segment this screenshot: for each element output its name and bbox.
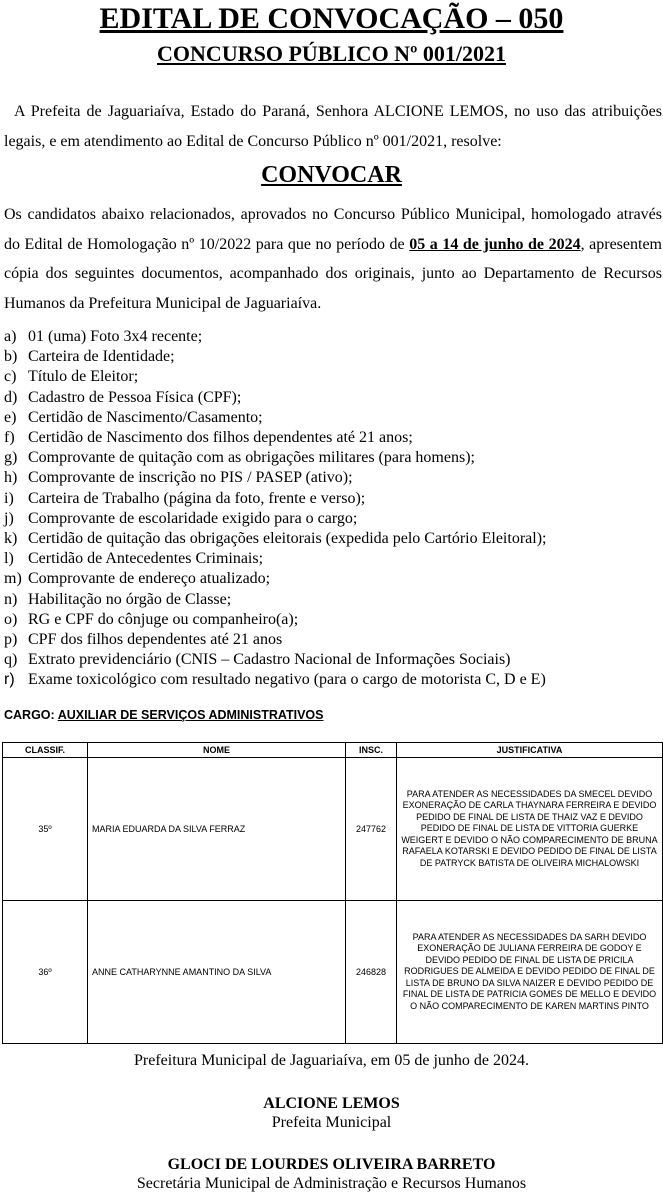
body-text-after: , apresentem cópia dos seguintes documentos, acompanhado dos originais, junto ao Departamento de Recursos Humanos da Prefeitura Municipal de Jaguariaíva. (4, 235, 663, 312)
cell-classif: 35º (3, 758, 88, 901)
table-row (3, 901, 663, 1044)
header-classif: CLASSIF. (3, 743, 88, 758)
list-item (4, 590, 662, 610)
list-text: Certidão de Antecedentes Criminais; (28, 550, 264, 568)
list-item (4, 569, 662, 589)
list-letter: q) (4, 651, 18, 669)
list-item (4, 367, 662, 387)
list-text: 01 (uma) Foto 3x4 recente; (28, 328, 203, 345)
list-item (4, 509, 662, 529)
table-header-row (3, 743, 663, 758)
body-paragraph (4, 200, 662, 318)
list-letter: d) (4, 388, 18, 406)
header-insc: INSC. (346, 743, 397, 758)
cell-nome: MARIA EDUARDA DA SILVA FERRAZ (88, 758, 346, 901)
cell-justificativa: PARA ATENDER AS NECESSIDADES DA SMECEL DEVIDO EXONERAÇÃO DE CARLA THAYNARA FERREIRA E DEVIDO PEDIDO DE FINAL DE LISTA DE THAIZ VAZ E DEVIDO PEDIDO DE FINAL DE LISTA DE VITTORIA GUERKE WEIGERT E DEVIDO O NÃO COMPARECIMENTO DE BRUNA RAFAELA KOTARSKI E DEVIDO PEDIDO DE FINAL DE LISTA DE PATRYCK BATISTA DE OLIVEIRA MICHALOWSKI (397, 758, 663, 901)
list-item (4, 610, 662, 630)
list-item (4, 489, 662, 509)
table-row (3, 758, 663, 901)
signature-block (0, 1094, 663, 1132)
list-item (4, 327, 662, 347)
list-letter: j) (4, 509, 14, 527)
list-letter: l) (4, 550, 14, 568)
list-letter: m) (4, 570, 22, 588)
list-text: Habilitação no órgão de Classe; (28, 590, 232, 608)
cell-insc: 246828 (346, 901, 397, 1044)
header-justificativa: JUSTIFICATIVA (397, 743, 663, 758)
list-item (4, 448, 662, 468)
list-letter: k) (4, 530, 18, 548)
list-letter: r) (4, 671, 15, 689)
list-text: RG e CPF do cônjuge ou companheiro(a); (28, 610, 299, 628)
list-text: Exame toxicológico com resultado negativo (para o cargo de motorista C, D e E) (28, 671, 546, 689)
intro-text: A Prefeita de Jaguariaíva, Estado do Paraná, Senhora ALCIONE LEMOS, no uso das atribuições legais, e em atendimento ao Edital de Concurso Público nº 001/2021, resolve: (4, 103, 662, 150)
list-text: Carteira de Identidade; (28, 348, 175, 366)
list-letter: e) (4, 408, 17, 426)
list-item (4, 529, 662, 549)
list-text: Certidão de Nascimento dos filhos dependentes até 21 anos; (28, 429, 413, 447)
list-text: Cadastro de Pessoa Física (CPF); (28, 388, 242, 406)
list-text: Certidão de quitação das obrigações eleitorais (expedida pelo Cartório Eleitoral); (28, 530, 547, 548)
list-letter: f) (4, 429, 15, 447)
list-text: Extrato previdenciário (CNIS – Cadastro Nacional de Informações Sociais) (28, 651, 511, 669)
signatory-name: ALCIONE LEMOS (263, 1095, 400, 1112)
list-item (4, 549, 662, 569)
candidates-table (2, 742, 663, 1044)
list-letter: c) (4, 368, 17, 386)
list-text: Carteira de Trabalho (página da foto, frente e verso); (28, 489, 366, 507)
document-list (4, 327, 662, 691)
document-subtitle: CONCURSO PÚBLICO Nº 001/2021 (157, 41, 506, 66)
list-item (4, 347, 662, 367)
list-text: Comprovante de inscrição no PIS / PASEP (ativo); (28, 469, 353, 487)
list-item (4, 650, 662, 670)
cell-nome: ANNE CATHARYNNE AMANTINO DA SILVA (88, 901, 346, 1044)
list-letter: h) (4, 469, 18, 487)
list-text: Comprovante de escolaridade exigido para o cargo; (28, 509, 358, 527)
signature-block (0, 1155, 663, 1193)
document-title: EDITAL DE CONVOCAÇÃO – 050 (99, 2, 564, 35)
list-text: Comprovante de quitação com as obrigações militares (para homens); (28, 449, 475, 467)
intro-paragraph (4, 97, 662, 157)
list-item (4, 408, 662, 428)
signatory-name: GLOCI DE LOURDES OLIVEIRA BARRETO (167, 1156, 496, 1173)
cell-justificativa: PARA ATENDER AS NECESSIDADES DA SARH DEVIDO EXONERAÇÃO DE JULIANA FERREIRA DE GODOY E DEVIDO PEDIDO DE FINAL DE LISTA DE PRICILA RODRIGUES DE ALMEIDA E DEVIDO PEDIDO DE FINAL DE LISTA DE BRUNO DA SILVA NAIZER E DEVIDO PEDIDO DE FINAL DE LISTA DE PATRICIA GOMES DE MELLO E DEVIDO O NÃO COMPARECIMENTO DE KAREN MARTINS PINTO (397, 901, 663, 1044)
list-text: Certidão de Nascimento/Casamento; (28, 408, 263, 426)
period-highlight: 05 a 14 de junho de 2024 (409, 235, 581, 253)
list-item (4, 428, 662, 448)
cell-classif: 36º (3, 901, 88, 1044)
list-item (4, 630, 662, 650)
list-text: Título de Eleitor; (28, 368, 139, 386)
list-letter: o) (4, 610, 18, 628)
list-letter: g) (4, 449, 18, 467)
list-item (4, 388, 662, 408)
body-text-before: Os candidatos abaixo relacionados, aprovados no Concurso Público Municipal, homologado através do Edital de Homologação nº 10/2022 para que no período de (4, 206, 662, 253)
list-letter: b) (4, 348, 18, 366)
closing-line: Prefeitura Municipal de Jaguariaíva, em 05 de junho de 2024. (134, 1052, 529, 1069)
list-item (4, 670, 662, 690)
cargo-value: AUXILIAR DE SERVIÇOS ADMINISTRATIVOS (57, 708, 324, 722)
list-letter: i) (4, 489, 14, 507)
signatory-role: Secretária Municipal de Administração e Recursos Humanos (136, 1175, 527, 1192)
list-letter: n) (4, 590, 18, 608)
list-letter: p) (4, 631, 18, 649)
cargo-label: CARGO: (4, 708, 55, 722)
cell-insc: 247762 (346, 758, 397, 901)
signatory-role: Prefeita Municipal (271, 1114, 392, 1131)
header-nome: NOME (88, 743, 346, 758)
cargo-line (4, 707, 323, 724)
list-item (4, 468, 662, 488)
action-heading: CONVOCAR (261, 162, 402, 188)
list-letter: a) (4, 328, 17, 345)
list-text: CPF dos filhos dependentes até 21 anos (28, 631, 283, 649)
list-text: Comprovante de endereço atualizado; (28, 570, 271, 588)
